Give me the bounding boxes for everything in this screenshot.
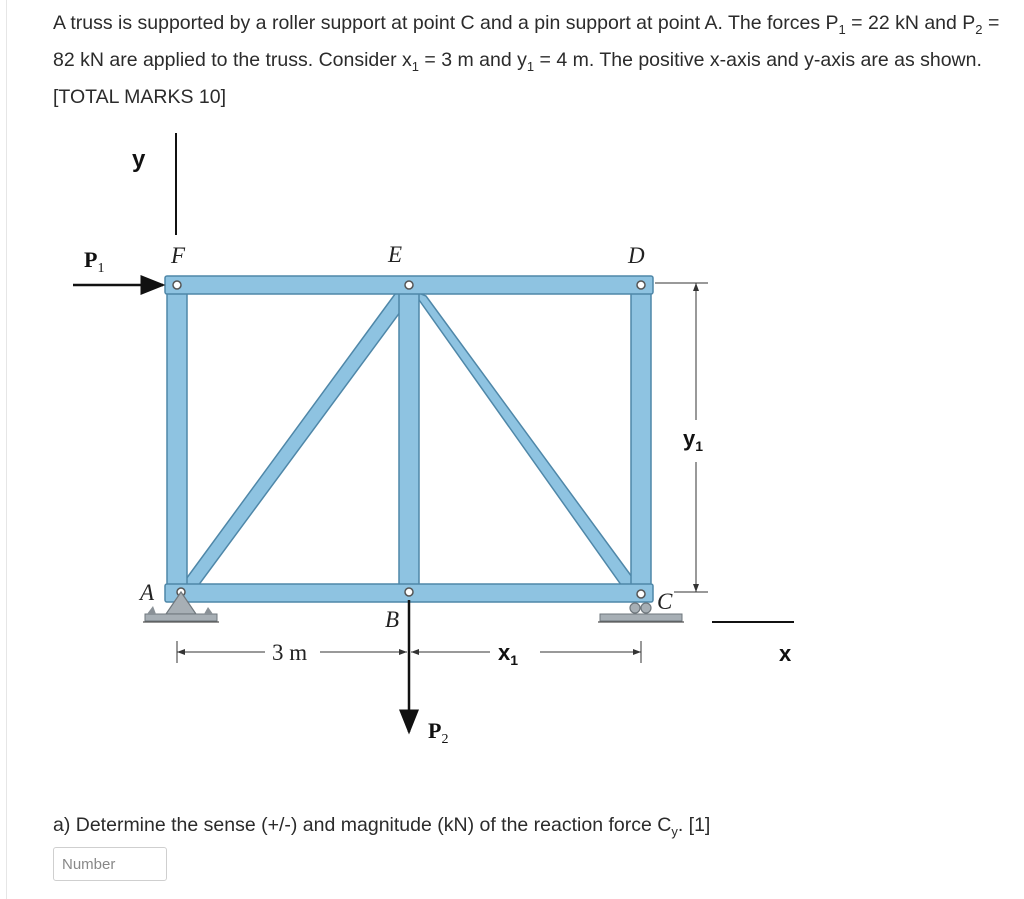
member-fa — [167, 282, 187, 594]
member-dc — [631, 282, 651, 594]
member-ae — [178, 290, 412, 594]
node-label-d: D — [628, 243, 645, 268]
node-label-a: A — [140, 580, 155, 605]
dimension-x1-label: $x_1$ — [498, 640, 519, 668]
member-ec — [412, 290, 643, 596]
node-label-b: B — [385, 607, 400, 632]
member-eb — [399, 282, 419, 594]
y-axis-label: y — [132, 146, 146, 173]
force-p1-label: $P_1$ — [84, 247, 105, 276]
joint-e — [405, 281, 413, 289]
joint-c — [637, 590, 645, 598]
joint-f — [173, 281, 181, 289]
joint-d — [637, 281, 645, 289]
dimension-3m-label: 3 m — [272, 640, 308, 665]
node-label-c: C — [657, 589, 673, 614]
joint-b — [405, 588, 413, 596]
part-a-question: a) Determine the sense (+/-) and magnitude (kN) of the reaction force $C_y$. [1] — [53, 814, 711, 839]
truss-figure — [0, 130, 830, 770]
question-text: A truss is supported by a roller support at point C and a pin support at point A. The forces $P_1 = 22$ kN and $P_2 = 82$ kN are applied to the truss. Consider $x_1 = 3$ m and $y_1 = 4$ m. The positive x-axis and y-axis are as shown. [TOTAL MARKS 10] — [53, 12, 1000, 108]
force-p2-label: $P_2$ — [428, 718, 449, 747]
truss-members — [165, 276, 653, 602]
node-label-e: E — [388, 242, 403, 267]
dimension-y1-label: $y_1$ — [683, 426, 704, 454]
node-label-f: F — [171, 243, 186, 268]
answer-number-input[interactable] — [53, 847, 167, 881]
x-axis-label: x — [779, 641, 792, 666]
